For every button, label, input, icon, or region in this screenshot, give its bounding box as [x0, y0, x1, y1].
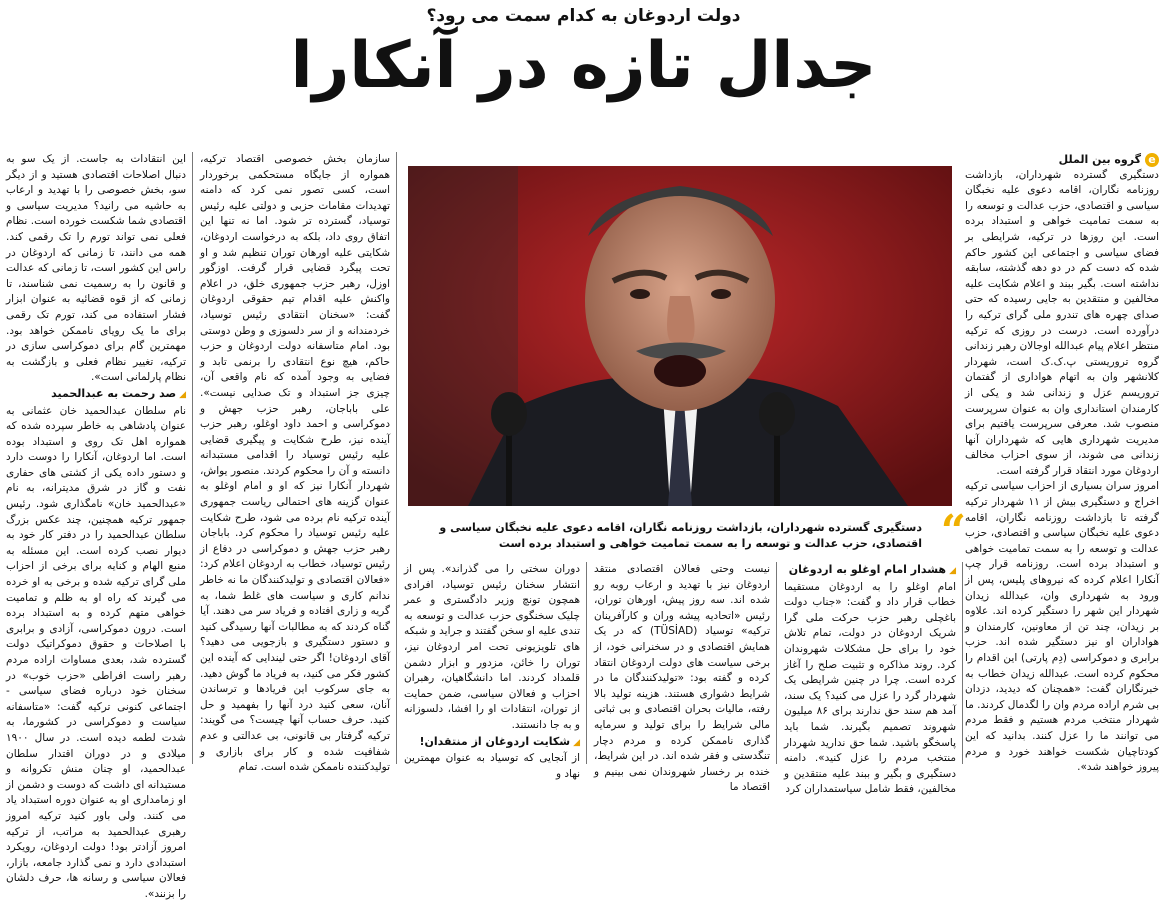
column-text: از آنجایی که توسیاد به عنوان مهمترین نهاد و — [404, 752, 580, 780]
column-text: دوران سختی را می گذراند». پس از انتشار سخنان رئیس توسیاد، افرادی همچون تونچ وزیر دادگستری و عمر چلیک سخنگوی حزب عدالت و توسعه به تندی علیه او سخن گفتند و جراید و شبکه های تلویزیونی تحت امر اردوغان نیز، توران را خائن، مزدور و ابزار دشمن قلمداد کردند. اما دانشگاهیان، رهبران احزاب و فعالان سیاسی، ضمن حمایت از توران، انتقادات او را افشا، دلسوزانه و به جا دانستند. — [404, 563, 580, 731]
column-text: دستگیری گسترده شهرداران، بازداشت روزنامه نگاران، اقامه دعوی علیه نخبگان سیاسی و اقتصادی، حزب عدالت و توسعه را به سمت تمامیت خواهی و استبداد برده است. این روزها در ترکیه، شرایطی بر فضای سیاسی و اجتماعی این کشور حاکم شده که دست کم در دو دهه گذشته، سابقه نداشته است. بگیر ببند و اعلام شکایت علیه مخالفین و منتقدین به جایی رسیده که حتی صدای چهره های تندرو ملی گرای ترکیه را درآورده است. درست در روزی که ترکیه منتظر اعلام پیام عبدالله اوجالان رهبر زندانی گروه تروریستی پ.ک.ک است، شهردار کلانشهر وان به اتهام هواداری از گفتمان تروریسم عزل و زندانی شد و یکی از کارمندان استانداری وان به عنوان سرپرست منصوب شد. معرفی سرپرست یافتیم برای مدیریت شهرداری هایی که شهرداران آنها زندانی می شوند، از سوی احزاب مخالف اردوغان مورد انتقاد قرار گرفته است. — [965, 168, 1159, 477]
kicker: دولت اردوغان به کدام سمت می رود؟ — [426, 6, 741, 26]
column-1 — [965, 152, 1159, 774]
subheading: ◢هشدار امام اوغلو به اردوغان — [788, 563, 956, 576]
headline: جدال تازه در آنکارا — [290, 29, 877, 103]
caption-text: دستگیری گسترده شهرداران، بازداشت روزنامه نگاران، اقامه دعوی علیه نخبگان سیاسی و اقتصادی، حزب عدالت و توسعه را به سمت تمامیت خواهی و استبداد برده است — [439, 521, 922, 550]
quote-icon: “ — [940, 506, 966, 557]
column-5 — [200, 152, 397, 774]
subheading: ◢شکایت اردوغان از منتقدان! — [419, 734, 580, 748]
column-text: نام سلطان عبدالحمید خان عثمانی به عنوان پادشاهی به خاطر سپرده شده که همواره اهل تک روی و استبداد بوده است. اما اردوغان، آنکارا را دوست دارد و دستور داده یکی از کشتی های حفاری نفت و گاز در شرق مدیترانه، به نام «عبدالحمید خان» نامگذاری شود. رئیس جمهور ترکیه همچنین، چند عکس بزرگ سلطان عبدالحمید را در دفتر کار خود به دیوار نصب کرده است. این مسئله به منبع الهام و کنایه برای برخی از احزاب ملی گرای ترکیه شده و برخی به او خرده می گیرند که راه او به ظلم و تمامیت خواهی متهم کرده و به استبداد برده است. درون دموکراسی، آزادی و برابری با اصلاحات و حقوق دموکراتیک دولت گسترده شد، بعدی مساوات اراده مردم رهبر راست افراطی «حزب خوب» در سخنان خود درباره فضای سیاسی - اجتماعی کنونی ترکیه گفت: «متاسفانه سیاست و دموکراسی در کشورما، به شدت لطمه دیده است. در سال ۱۹۰۰ میلادی و در دوران اقتدار سلطان عبدالحمید، او چنان منش تکروانه و مستبدانه ای داشت که دوست و دشمن از او زمامداری او به عنوان دوره استبداد یاد می کنند. ولی باور کنید ترکیه امروز رهبری عبدالحمید به مراتب، از ترکیه امروز آزادتر بود! دولت اردوغان، رویکرد استبدادی دارد و نمی گذارد جامعه، بازار، فعالان سیاسی و رسانه ها، حرف دلشان را بزنند». — [6, 404, 186, 900]
column-4 — [404, 562, 587, 780]
byline: eگروه بین الملل — [965, 152, 1159, 168]
photo-caption — [396, 506, 966, 557]
column-text: سازمان بخش خصوصی اقتصاد ترکیه، همواره از جایگاه مستحکمی برخوردار است، کسی تصور نمی کرد که دامنه تهدیدات مقامات حزبی و دولتی علیه رئیس توسیاد، گسترده تر شود. اما نه تنها این اتفاق روی داد، بلکه به درخواست اردوغان، شکایتی علیه اورهان توران تنظیم شد و او تحت پیگرد قضایی قرار گرفت. اوزگور اوزل، رهبر حزب جمهوری خلق، در اعلام واکنش علیه اقدام تیم حقوقی اردوغان گفت: «سخنان انتقادی رئیس توسیاد، خردمندانه و از سر دلسوزی و وطن دوستی بود. امام متاسفانه دولت اردوغان و حزب حاکم، هیچ نوع انتقادی را برنمی تابد و فضایی به وجود آمده که نام واقعی آن، چیزی جز استبداد و تک صدایی نیست». علی باباجان، رهبر حزب جهش و دموکراسی و احمد داود اوغلو، رهبر حزب آینده نیز، طرح شکایت و پیگیری قضایی علیه رئیس توسیاد را اقدامی مستبدانه دانسته و آن را محکوم کردند. منصور یواش، شهردار آنکارا نیز که او و امام اوغلو به عنوان گزینه های احتمالی ریاست جمهوری آینده ترکیه نام برده می شود، طرح شکایت علیه رئیس توسیاد را محکوم کرد. باباجان رهبر حزب جهش و دموکراسی در دفاع از رئیس توسیاد، خطاب به اردوغان اعلام کرد: «فعالان اقتصادی و تولیدکنندگان ما نه خاطر ندانم کاری و سیاست های غلط شما، به گریه و زاری افتاده و فریاد سر می دهند. آیا گناه کردند که به مطالبات آنها رسیدگی کنید و دستور دستگیری و بازجویی می دهید؟ آقای اردوغان! اگر حتی لیندایی که آینده این کشور فکر می کنید، به فریاد ما گوش دهید. به جای سرکوب این فریادها و ترساندن آنان، سعی کنید درد آنها را بفهمید و حل کنید. حرف حساب آنها چیست؟ می گویند: ترکیه گرفتار بی قانونی، بی عدالتی و عدم شفافیت شده و کار برای بازاری و تولیدکننده ناممکن شده است. تمام — [200, 153, 390, 774]
column-3 — [594, 562, 777, 794]
marker-icon: ◢ — [179, 389, 186, 400]
subheading: ◢صد رحمت به عبدالحمید — [51, 386, 186, 400]
logo-icon: e — [1145, 153, 1159, 167]
marker-icon: ◢ — [949, 566, 956, 576]
article-photo — [408, 166, 952, 506]
column-text: امروز سران بسیاری از احزاب سیاسی ترکیه اخراج و دستگیری بیش از ۱۱ شهردار ترکیه گرفته تا بازداشت روزنامه نگاران، اقامه دعوی علیه نخبگان سیاسی و اقتصادی، حزب عدالت و توسعه را به سمت تمامیت خواهی و استبداد برده است. روزنامه قرار چپ آنکارا اعلام کرده که نیروهای پلیس، پس از ورود به شهرداری وان، عبدالله زیدان شهردار این شهر را دستگیر کرده اند. علاوه بر زیدان، چند تن از معاونین، کارمندان و هواداران او نیز دستگیر شده اند. حزب برابری و دموکراسی (دِم پارتی) این اقدام را محکوم کرده است. عبدالله زیدان خطاب به خبرنگاران گفت: «همچنان که دیدید، دزدان بی شرم اراده مردم وان را لگدمال کردند. ما شهردار منتخب مردم هستیم و فقط مردم می توانند ما را عزل کنند. بدانید که این کودتاچیان شکست خواهند خورد و مردم پیروز خواهند شد». — [965, 480, 1159, 774]
column-text: امام اوغلو را به اردوغان مستقیما خطاب قرار داد و گفت: «جناب دولت باغچلی رهبر حزب حرکت ملی گرا شریک اردوغان در دولت، تمام تلاش خود را برای حل مشکلات شهروندان کرد. روند مذاکره و تثبیت صلح را آغاز کرده است. چرا در چنین شرایطی یک شهردار گرد را عزل می کنید؟ یک سند، آمد هم سند حق ندارند برای ۸۶ میلیون شهروند تصمیم بگیرند. شما باید پاسخگو باشید. شما حق ندارید شهردار منتخب مردم را عزل کنید». دامنه دستگیری و بگیر و ببند علیه منتقدین و مخالفین، فقط شامل سیاستمداران کرد — [784, 580, 956, 796]
column-2 — [784, 562, 963, 796]
marker-icon: ◢ — [573, 737, 580, 748]
column-text: نیست وحتی فعالان اقتصادی منتقد اردوغان نیز با تهدید و ارعاب روبه رو شده اند. سه روز پیش، اورهان توران، رئیس «اتحادیه پیشه وران و کارآفرینان ترکیه» توسیاد (TÜSİAD) که در یک همایش اقتصادی و در سخنرانی خود، از برخی سیاست های دولت اردوغان انتقاد کرده و گفته بود: «تولیدکنندگان ما در شرایط دشواری هستند. هزینه تولید بالا رفته، مالیات بحران اقتصادی و بی ثباتی مالی شرایط را برای تولید و سرمایه گذاری ناممکن کرده و مردم دچار تنگدستی و فقر شده اند. در این شرایط، خنده بر رخسار شهروندان نمی بینیم و اقتصاد ما — [594, 563, 770, 794]
column-6 — [6, 152, 193, 900]
erdogan-photo-image — [408, 166, 952, 506]
column-text: این انتقادات به جاست. از یک سو به دنبال اصلاحات اقتصادی هستید و از دیگر سو، بخش خصوصی را با تهدید و ارعاب به حاشیه می رانید؟ مدیریت سیاسی و اقتصادی شما شکست خورده است. نظام فعلی نمی تواند تورم را تک رقمی کند. همه می دانند، تا زمانی که اردوغان در راس این کشور است، تا زمانی که عدالت و قانون را به رسمیت نمی شناسند، تا زمانی که از قوه قضائیه به عنوان ابزار فشار استفاده می کند، تورم تک رقمی برای ما یک رویای ناممکن خواهد بود. مهمترین گام برای دموکراسی سازی در ترکیه، تغییر نظام فعلی و بازگشت به نظام پارلمانی است». — [6, 153, 186, 384]
